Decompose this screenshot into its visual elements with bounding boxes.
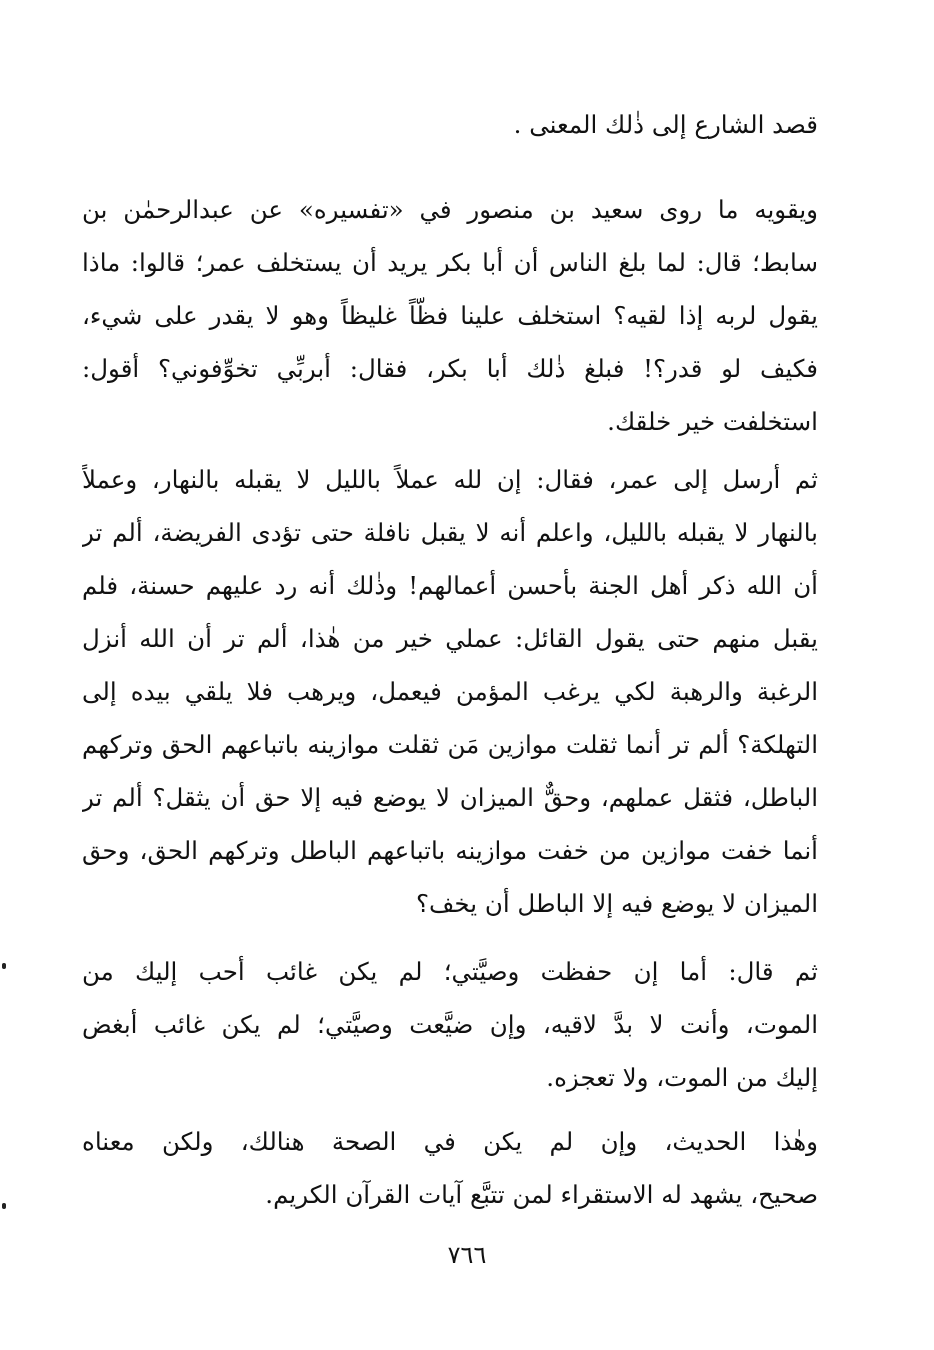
- paragraph-2: [82, 183, 818, 448]
- text-line: الموت، وأنت لا بدَّ لاقيه، وإن ضيَّعت وصيَّتي؛ لم يكن غائب أبغض: [82, 1010, 818, 1039]
- scan-speck: [2, 1203, 6, 1209]
- text-line: أنما خفت موازين من خفت موازينه باتباعهم الباطل وتركهم الحق، وحق: [82, 836, 818, 865]
- text-line: التهلكة؟ ألم تر أنما ثقلت موازين مَن ثقلت موازينه باتباعهم الحق وتركهم: [82, 730, 818, 759]
- text-line: أن الله ذكر أهل الجنة بأحسن أعمالهم! وذٰلك أنه رد عليهم حسنة، فلم: [82, 571, 818, 600]
- text-line: الباطل، فثقل عملهم، وحقٌّ الميزان لا يوضع فيه إلا حق أن يثقل؟ ألم تر: [82, 783, 818, 812]
- text-line: قصد الشارع إلى ذٰلك المعنى .: [513, 110, 818, 139]
- paragraph-3: [82, 453, 818, 930]
- text-line: استخلفت خير خلقك.: [607, 407, 818, 436]
- text-line: ويقويه ما روى سعيد بن منصور في «تفسيره» عن عبدالرحمٰن بن: [82, 195, 818, 224]
- text-line: يقول لربه إذا لقيه؟ استخلف علينا فظّاً غليظاً وهو لا يقدر على شيء،: [82, 301, 818, 330]
- text-line: الرغبة والرهبة لكي يرغب المؤمن فيعمل، ويرهب فلا يلقي بيده إلى: [82, 677, 818, 706]
- text-line: صحيح، يشهد له الاستقراء لمن تتبَّع آيات القرآن الكريم.: [265, 1180, 818, 1209]
- paragraph-5: [82, 1115, 818, 1221]
- paragraph-1: [82, 98, 818, 151]
- text-line: ثم قال: أما إن حفظت وصيَّتي؛ لم يكن غائب أحب إليك من: [82, 957, 818, 986]
- scan-speck: [2, 963, 6, 969]
- paragraph-4: [82, 945, 818, 1104]
- text-line: يقبل منهم حتى يقول القائل: عملي خير من هٰذا، ألم تر أن الله أنزل: [82, 624, 818, 653]
- page-number: ٧٦٦: [447, 1241, 487, 1269]
- text-line: بالنهار لا يقبله بالليل، واعلم أنه لا يقبل نافلة حتى تؤدى الفريضة، ألم تر: [82, 518, 818, 547]
- text-line: وهٰذا الحديث، وإن لم يكن في الصحة هنالك، ولكن معناه: [82, 1127, 818, 1156]
- text-line: سابط؛ قال: لما بلغ الناس أن أبا بكر يريد أن يستخلف عمر؛ قالوا: ماذا: [82, 248, 818, 277]
- text-line: إليك من الموت، ولا تعجزه.: [546, 1063, 818, 1092]
- text-line: ثم أرسل إلى عمر، فقال: إن لله عملاً بالليل لا يقبله بالنهار، وعملاً: [82, 465, 818, 494]
- text-line: فكيف لو قدر؟! فبلغ ذٰلك أبا بكر، فقال: أبربِّي تخوِّفوني؟ أقول:: [82, 354, 818, 383]
- text-line: الميزان لا يوضع فيه إلا الباطل أن يخف؟: [416, 889, 818, 918]
